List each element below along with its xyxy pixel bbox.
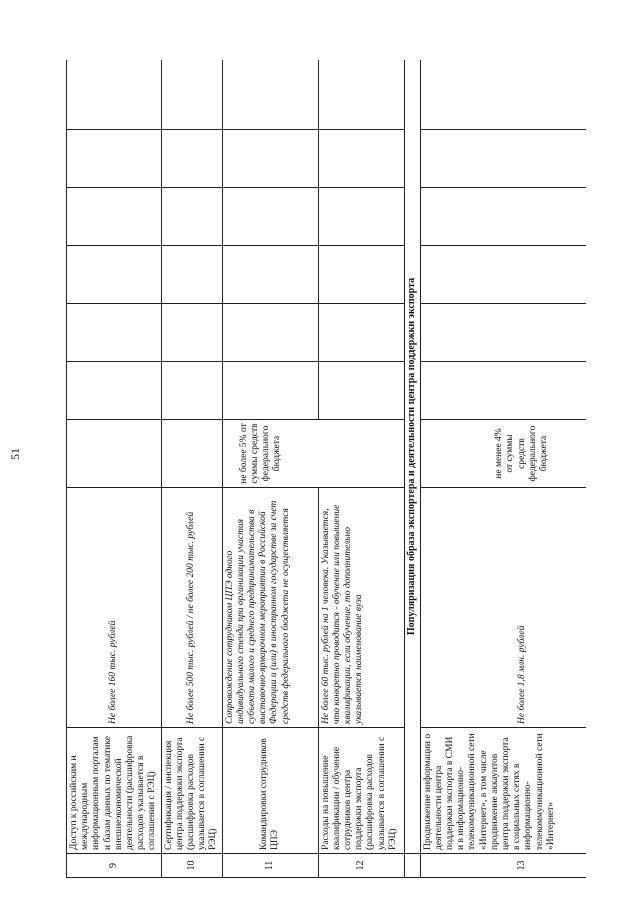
expense-name: Командировки сотрудников ЦПЭ: [222, 728, 318, 854]
share-cell: [67, 420, 162, 488]
empty-cell: [222, 60, 318, 130]
expense-name: Продвижение информации о деятельности центра поддержки экспорта в СМИ и в информационно-телекоммуникационной сети «Интернет», в том числе продвижение аккаунтов центра поддержки экспорта в социальных сетях в информационно-телекоммуникационной сети «Интернет»: [420, 728, 586, 854]
cost-limit: Не более 500 тыс. рублей / не более 200 тыс. рублей: [161, 488, 222, 728]
empty-cell: [161, 246, 222, 304]
page-number: 51: [7, 448, 22, 460]
expense-name: Сертификация / инспекция центра поддержки экспорта (расшифровка расходов указывается в соглашении с РЭЦ): [161, 728, 222, 854]
empty-cell: [67, 60, 162, 130]
row-number: 12: [318, 854, 404, 878]
table-row-11: [222, 60, 318, 878]
table-row-13: [420, 60, 586, 878]
empty-cell: [161, 188, 222, 246]
cost-limit: Не более 160 тыс. рублей: [67, 488, 162, 728]
empty-cell: [420, 188, 586, 246]
empty-cell: [67, 362, 162, 420]
empty-cell: [420, 130, 586, 188]
expense-name: Расходы на повышение квалификации / обучение сотрудников центра поддержки экспорта (расшифровка расходов указывается в соглашении с РЭЦ): [318, 728, 404, 854]
rotated-table-container: [66, 60, 586, 878]
cost-limit: Не более 60 тыс. рублей на 1 человека. Указывается, что конкретно проводится - обучение или повышение квалификации, если обучение, то дополнительно указывается наименование вуза: [318, 488, 404, 728]
rotated-page-area: [66, 60, 586, 878]
empty-cell: [161, 130, 222, 188]
share-cell: [161, 420, 222, 488]
empty-cell: [222, 188, 318, 246]
empty-cell: [420, 246, 586, 304]
empty-cell: [420, 304, 586, 362]
empty-cell: [318, 188, 404, 246]
empty-cell: [318, 60, 404, 130]
section-number-cell: [404, 854, 420, 878]
row-number: 11: [222, 854, 318, 878]
empty-cell: [318, 130, 404, 188]
share-cell: не более 5% от суммы средств федерального бюджета: [222, 420, 404, 488]
empty-cell: [420, 60, 586, 130]
table-row-9: [67, 60, 162, 878]
empty-cell: [161, 60, 222, 130]
empty-cell: [222, 130, 318, 188]
share-cell: не менее 4% от суммы средств федерального бюджета: [420, 420, 586, 488]
empty-cell: [318, 246, 404, 304]
empty-cell: [67, 304, 162, 362]
empty-cell: [420, 362, 586, 420]
row-number: 13: [420, 854, 586, 878]
empty-cell: [222, 304, 318, 362]
empty-cell: [318, 304, 404, 362]
empty-cell: [67, 130, 162, 188]
empty-cell: [222, 246, 318, 304]
empty-cell: [222, 362, 318, 420]
row-number: 10: [161, 854, 222, 878]
section-header-row: [404, 60, 420, 878]
cost-limit: Сопровождение сотрудником ЦПЭ одного индивидуального стенда при организации участия субъекта малого и среднего предпринимательства в выставочно-ярмарочном мероприятии в Российской Федерации и (или) в иностранном государстве за счет средств федерального бюджета не осуществляется: [222, 488, 318, 728]
empty-cell: [318, 362, 404, 420]
section-title: Популяризация образа экспортера и деятельности центра поддержки экспорта: [404, 60, 420, 854]
cost-limit: Не более 1,8 млн. рублей: [420, 488, 586, 728]
expense-name: Доступ к российским и международным информационным порталам и базам данных по тематике внешнеэкономической деятельности (расшифровка расходов указывается в соглашении с РЭЦ): [67, 728, 162, 854]
row-number: 9: [67, 854, 162, 878]
empty-cell: [161, 362, 222, 420]
empty-cell: [67, 188, 162, 246]
empty-cell: [161, 304, 222, 362]
table-row-10: [161, 60, 222, 878]
expense-table: [66, 60, 586, 878]
empty-cell: [67, 246, 162, 304]
